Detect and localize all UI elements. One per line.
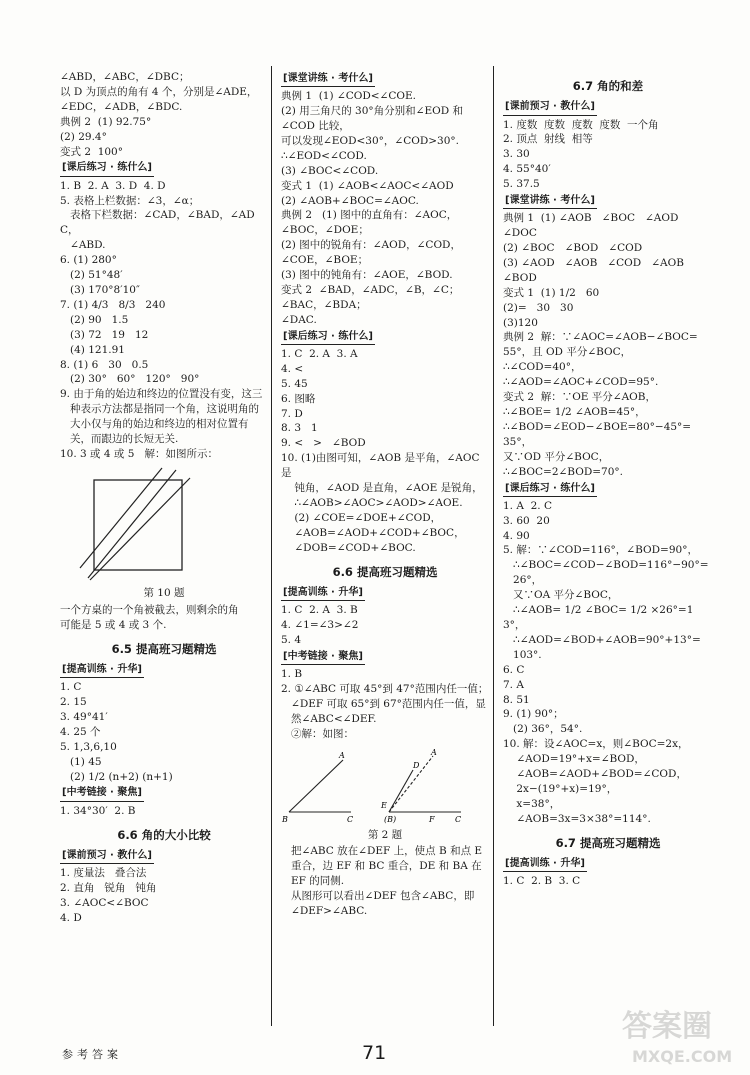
answer-line: ∠AOB=3x=3×38°=114°. <box>503 812 651 825</box>
answer-line: 重合，边 EF 和 BC 重合，DE 和 BA 在 <box>281 860 482 873</box>
answer-line: 1. 度量法 叠合法 <box>60 867 147 880</box>
answer-line: 从图形可以看出∠DEF 包含∠ABC，即 <box>281 890 475 903</box>
answer-line: 2. 15 <box>60 695 87 708</box>
answer-line: 1. 34°30′ 2. B <box>60 804 136 817</box>
answer-line: ②解：如图： <box>281 727 355 740</box>
answer-line: ∴∠AOB>∠AOC>∠AOD>∠AOE. <box>281 496 463 509</box>
answer-line: 8. 3 1 <box>281 422 318 435</box>
section-title: 6.6 角的大小比较 <box>117 827 211 842</box>
answer-line: 10. (1)由图可知，∠AOB 是平角，∠AOC 是 <box>281 452 483 480</box>
answer-line: 以 D 为顶点的角有 4 个，分别是∠ADE， <box>60 85 258 98</box>
answer-line: 可以发现∠EOD<30°，∠COD>30°. <box>281 134 460 147</box>
ray-ea-dashed <box>389 756 433 812</box>
section-header: [课后练习 · 练什么] <box>60 161 154 176</box>
watermark-site-text: MXQE.COM <box>632 1047 733 1066</box>
watermark-logo-text: 答案圈 <box>622 1009 712 1044</box>
answer-line: ∴∠COD=40°， <box>503 361 582 374</box>
answer-line: 典例 2 (1) 图中的直角有：∠AOC， <box>281 209 458 222</box>
answer-line: 又∵OA 平分∠BOC， <box>503 589 619 602</box>
answer-line: 5. 37.5 <box>503 178 540 191</box>
section-header-row <box>60 159 268 178</box>
section-header-row <box>281 584 489 603</box>
answer-line: 典例 1 (1) ∠COD<∠COE. <box>281 90 417 103</box>
section-header-row <box>281 70 489 89</box>
answer-line: (2) 90 1.5 <box>60 313 129 326</box>
answer-line: 10. 3 或 4 或 5 解：如图所示： <box>60 447 218 460</box>
answer-line: 2. ①∠ABC 可取 45°到 47°范围内任一值； <box>281 682 489 695</box>
answer-line: 变式 2 ∠BAD，∠ADC，∠B，∠C； <box>281 283 460 296</box>
label-a: A <box>339 750 345 760</box>
section-header-row <box>503 480 713 499</box>
figure-caption: 第 2 题 <box>367 828 403 841</box>
section-header-row <box>60 661 268 680</box>
answer-line: (3) 170°8′10″ <box>60 283 140 296</box>
figure-10-diagram <box>78 466 208 584</box>
answer-line: 8. 51 <box>503 693 530 706</box>
answer-line: 9. < > ∠BOD <box>281 437 366 450</box>
answer-line: 4. 25 个 <box>60 725 101 738</box>
answer-line: ∴∠BOD=∠EOD−∠BOE=80°−45°= <box>503 420 692 433</box>
answer-line: (3) 图中的钝角有：∠AOE，∠BOD. <box>281 269 453 282</box>
answer-line: 可能是 5 或 4 或 3 个. <box>60 618 167 631</box>
answer-line: 5. 1,3,6,10 <box>60 740 117 753</box>
section-header-row <box>281 648 489 667</box>
label-b: B <box>282 814 288 824</box>
answer-line: 变式 1 (1) 1/2 60 <box>503 286 600 299</box>
answer-line: 26°， <box>503 574 543 587</box>
section-header: [课前预习 · 教什么] <box>60 849 154 864</box>
answer-line: 把∠ABC 放在∠DEF 上，使点 B 和点 E <box>281 845 483 858</box>
answer-line: 一个方桌的一个角被截去，则剩余的角 <box>60 603 239 616</box>
section-header: [中考链接 · 聚焦] <box>60 786 144 801</box>
answer-line: (2) ∠BOC ∠BOD ∠COD <box>503 242 643 255</box>
answer-line: (2) 图中的锐角有：∠AOD，∠COD， <box>281 239 461 252</box>
answer-line: 1. B 2. A 3. D 4. D <box>60 179 166 192</box>
answer-line: EF 的同侧. <box>281 875 345 888</box>
answer-line: 典例 2 (1) 92.75° <box>60 115 152 128</box>
answer-line: (2) 29.4° <box>60 130 107 143</box>
answer-column-1 <box>60 70 268 1040</box>
answer-line: 3. ∠AOC<∠BOC <box>60 896 149 909</box>
answer-line: x=38°， <box>503 797 561 810</box>
answer-line: 9. 由于角的始边和终边的位置没有变，这三 <box>60 388 263 401</box>
answer-line: ∠BOC，∠DOE； <box>281 224 369 237</box>
cut-line-1 <box>80 468 162 568</box>
section-header: [提高训练 · 升华] <box>60 663 144 678</box>
answer-line: 1. C 2. A 3. A <box>281 347 358 360</box>
answer-line: ∴∠BOE= 1/2 ∠AOB=45°， <box>503 406 646 419</box>
answer-line: 4. 90 <box>503 529 530 542</box>
figure-2-diagram <box>281 746 471 826</box>
answer-line: 55°，且 OD 平分∠BOC， <box>503 346 632 359</box>
answer-line: 然∠ABC<∠DEF. <box>281 712 377 725</box>
column-divider-2 <box>493 66 494 1026</box>
answer-line: 5. 解：∵∠COD=116°，∠BOD=90°， <box>503 544 698 557</box>
ray-ba <box>289 760 343 812</box>
answer-line: ∠ABD，∠ABC，∠DBC； <box>60 71 190 83</box>
answer-line: 典例 1 (1) ∠AOB ∠BOC ∠AOD <box>503 212 679 225</box>
section-header: [课堂讲练 · 考什么] <box>281 72 375 87</box>
section-header: [提高训练 · 升华] <box>281 586 365 601</box>
answer-line: ∠EDC，∠ADB，∠BDC. <box>60 100 183 113</box>
section-header-row <box>503 192 713 211</box>
answer-line: 1. 度数 度数 度数 度数 一个角 <box>503 118 659 131</box>
section-header-row <box>60 784 268 803</box>
answer-line: 钝角，∠AOD 是直角，∠AOE 是锐角， <box>281 482 483 495</box>
answer-line: ∠DOC <box>503 227 537 240</box>
figure-caption: 第 10 题 <box>143 586 185 599</box>
column-divider-1 <box>271 66 272 1026</box>
answer-line: ∠COE，∠BOE； <box>281 254 369 267</box>
answer-line: ∠AOD=19°+x=∠BOD， <box>503 753 645 766</box>
answer-line: (2) ∠COE=∠DOE+∠COD， <box>281 511 442 524</box>
answer-line: 8. (1) 6 30 0.5 <box>60 358 149 371</box>
answer-line: ∴∠BOC=2∠BOD=70°. <box>503 465 623 478</box>
answer-line: 6. (1) 280° <box>60 254 117 267</box>
answer-line: 103°. <box>503 648 542 661</box>
section-title: 6.7 角的和差 <box>572 79 644 93</box>
answer-line: 典例 2 解：∵∠AOC=∠AOB−∠BOC= <box>503 331 698 344</box>
answer-line: ∴∠BOC=∠COD−∠BOD=116°−90°= <box>503 559 709 572</box>
answer-line: (2) ∠AOB+∠BOC=∠AOC. <box>281 194 419 207</box>
answer-line: 1. B <box>281 667 303 680</box>
section-title: 6.7 提高班习题精选 <box>555 835 661 850</box>
answer-line: 大小仅与角的始边和终边的相对位置有 <box>60 418 249 431</box>
answer-line: 3. 49°41′ <box>60 710 108 723</box>
label-e: E <box>381 800 387 810</box>
answer-line: 4. ∠1=∠3>∠2 <box>281 618 359 631</box>
answer-line: 变式 1 (1) ∠AOB<∠AOC<∠AOD <box>281 179 454 192</box>
table-square <box>94 480 182 570</box>
section-title: 6.6 提高班习题精选 <box>332 564 438 579</box>
section-header: [课后练习 · 练什么] <box>503 482 597 497</box>
answer-line: ∠AOB=∠AOD+∠BOD=∠COD， <box>503 768 687 781</box>
answer-line: (4) 121.91 <box>60 343 125 356</box>
cut-line-3 <box>90 478 190 580</box>
label-d: D <box>413 760 420 770</box>
section-header: [提高训练 · 升华] <box>503 857 587 872</box>
answer-line: 1. A 2. C <box>503 499 553 512</box>
answer-line: ∠ABD. <box>60 239 106 252</box>
answer-line: ∠BOD <box>503 271 537 284</box>
answer-line: 表格下栏数据：∠CAD，∠BAD，∠ADC， <box>60 209 255 237</box>
answer-line: ∠AOB=∠AOD+∠COD+∠BOC， <box>281 526 465 539</box>
answer-line: (2) 36°，54°. <box>503 723 583 736</box>
page-number: 71 <box>362 1042 387 1064</box>
answer-line: 3. 30 <box>503 148 530 161</box>
answer-line: 1. C 2. A 3. B <box>281 604 358 617</box>
label-c: C <box>347 814 354 824</box>
answer-line: 5. 表格上栏数据：∠3，∠α； <box>60 194 200 207</box>
answer-line: 4. < <box>281 362 304 375</box>
answer-line: 2. 顶点 射线 相等 <box>503 133 593 146</box>
answer-line: (2) 30° 60° 120° 90° <box>60 373 200 386</box>
answer-line: 关，而跟边的长短无关. <box>60 433 179 446</box>
answer-line: 5. 45 <box>281 377 308 390</box>
answer-line: (2) 1/2 (n+2) (n+1) <box>60 770 173 783</box>
answer-line: 10. 解：设∠AOC=x，则∠BOC=2x， <box>503 738 689 751</box>
section-header: [课后练习 · 练什么] <box>281 330 375 345</box>
section-header: [课前预习 · 教什么] <box>503 100 597 115</box>
answer-line: 35°， <box>503 435 533 448</box>
answer-line: 2. 直角 锐角 钝角 <box>60 881 157 894</box>
section-header: [课堂讲练 · 考什么] <box>503 194 597 209</box>
answer-line: (1) 45 <box>60 755 102 768</box>
answer-line: (3) ∠AOD ∠AOB ∠COD ∠AOB <box>503 256 684 269</box>
label-f: F <box>429 814 435 824</box>
answer-line: ∴∠AOB= 1/2 ∠BOC= 1/2 ×26°=13°， <box>503 604 694 631</box>
answer-column-3 <box>503 70 713 1040</box>
answer-column-2 <box>281 70 489 1040</box>
answer-line: 又∵OD 平分∠BOC， <box>503 450 610 463</box>
answer-line: 2x−(19°+x)=19°， <box>503 782 618 795</box>
site-watermark <box>612 1002 733 1068</box>
answer-line: 4. 55°40′ <box>503 163 551 176</box>
ray-ed <box>389 770 413 812</box>
answer-line: ∠DEF>∠ABC. <box>281 905 368 918</box>
answer-line: (3) ∠BOC<∠COD. <box>281 164 379 177</box>
section-header: [中考链接 · 聚焦] <box>281 650 365 665</box>
answer-line: ∠DEF 可取 65°到 67°范围内任一值，显 <box>281 697 486 710</box>
section-title: 6.5 提高班习题精选 <box>111 641 217 656</box>
answer-line: 5. 4 <box>281 633 302 646</box>
answer-line: ∠COD 比较， <box>281 120 350 132</box>
section-header-row <box>503 98 713 117</box>
answer-line: ∠BAC，∠BDA； <box>281 298 367 311</box>
answer-line: 6. C <box>503 663 525 676</box>
footer-label: 参考答案 <box>62 1048 122 1061</box>
answer-line: (2)= 30 30 <box>503 301 574 314</box>
answer-line: (2) 用三角尺的 30°角分别和∠EOD 和 <box>281 105 463 118</box>
answer-line: 种表示方法都是指同一个角，这说明角的 <box>60 403 260 416</box>
answer-line: 6. 图略 <box>281 392 316 405</box>
answer-line: 7. D <box>281 407 303 420</box>
answer-line: 7. (1) 4/3 8/3 240 <box>60 298 166 311</box>
answer-line: 1. C 2. B 3. C <box>503 875 581 888</box>
answer-line: 变式 2 100° <box>60 145 123 158</box>
label-c2: C <box>455 814 462 824</box>
section-header-row <box>503 855 713 874</box>
label-e-b: (B) <box>384 814 397 824</box>
label-a2: A <box>431 747 437 757</box>
answer-line: 9. (1) 90°； <box>503 708 564 721</box>
section-header-row <box>60 847 268 866</box>
answer-line: ∠DOB=∠COD+∠BOC. <box>281 541 416 554</box>
answer-line: 1. C <box>60 681 82 694</box>
answer-line: ∠DAC. <box>281 313 317 326</box>
cut-line-2 <box>88 470 176 578</box>
answer-line: 变式 2 解：∵OE 平分∠AOB， <box>503 391 657 404</box>
answer-line: 4. D <box>60 911 82 924</box>
section-header-row <box>281 328 489 347</box>
answer-line: ∴∠AOD=∠BOD+∠AOB=90°+13°= <box>503 633 701 646</box>
answer-line: 7. A <box>503 678 524 691</box>
answer-line: (2) 51°48′ <box>60 269 123 282</box>
answer-line: (3) 72 19 12 <box>60 328 149 341</box>
answer-line: (3)120 <box>503 316 538 329</box>
answer-line: ∴∠AOD=∠AOC+∠COD=95°. <box>503 376 659 389</box>
answer-line: ∴∠EOD<∠COD. <box>281 149 367 162</box>
answer-line: 3. 60 20 <box>503 514 550 527</box>
